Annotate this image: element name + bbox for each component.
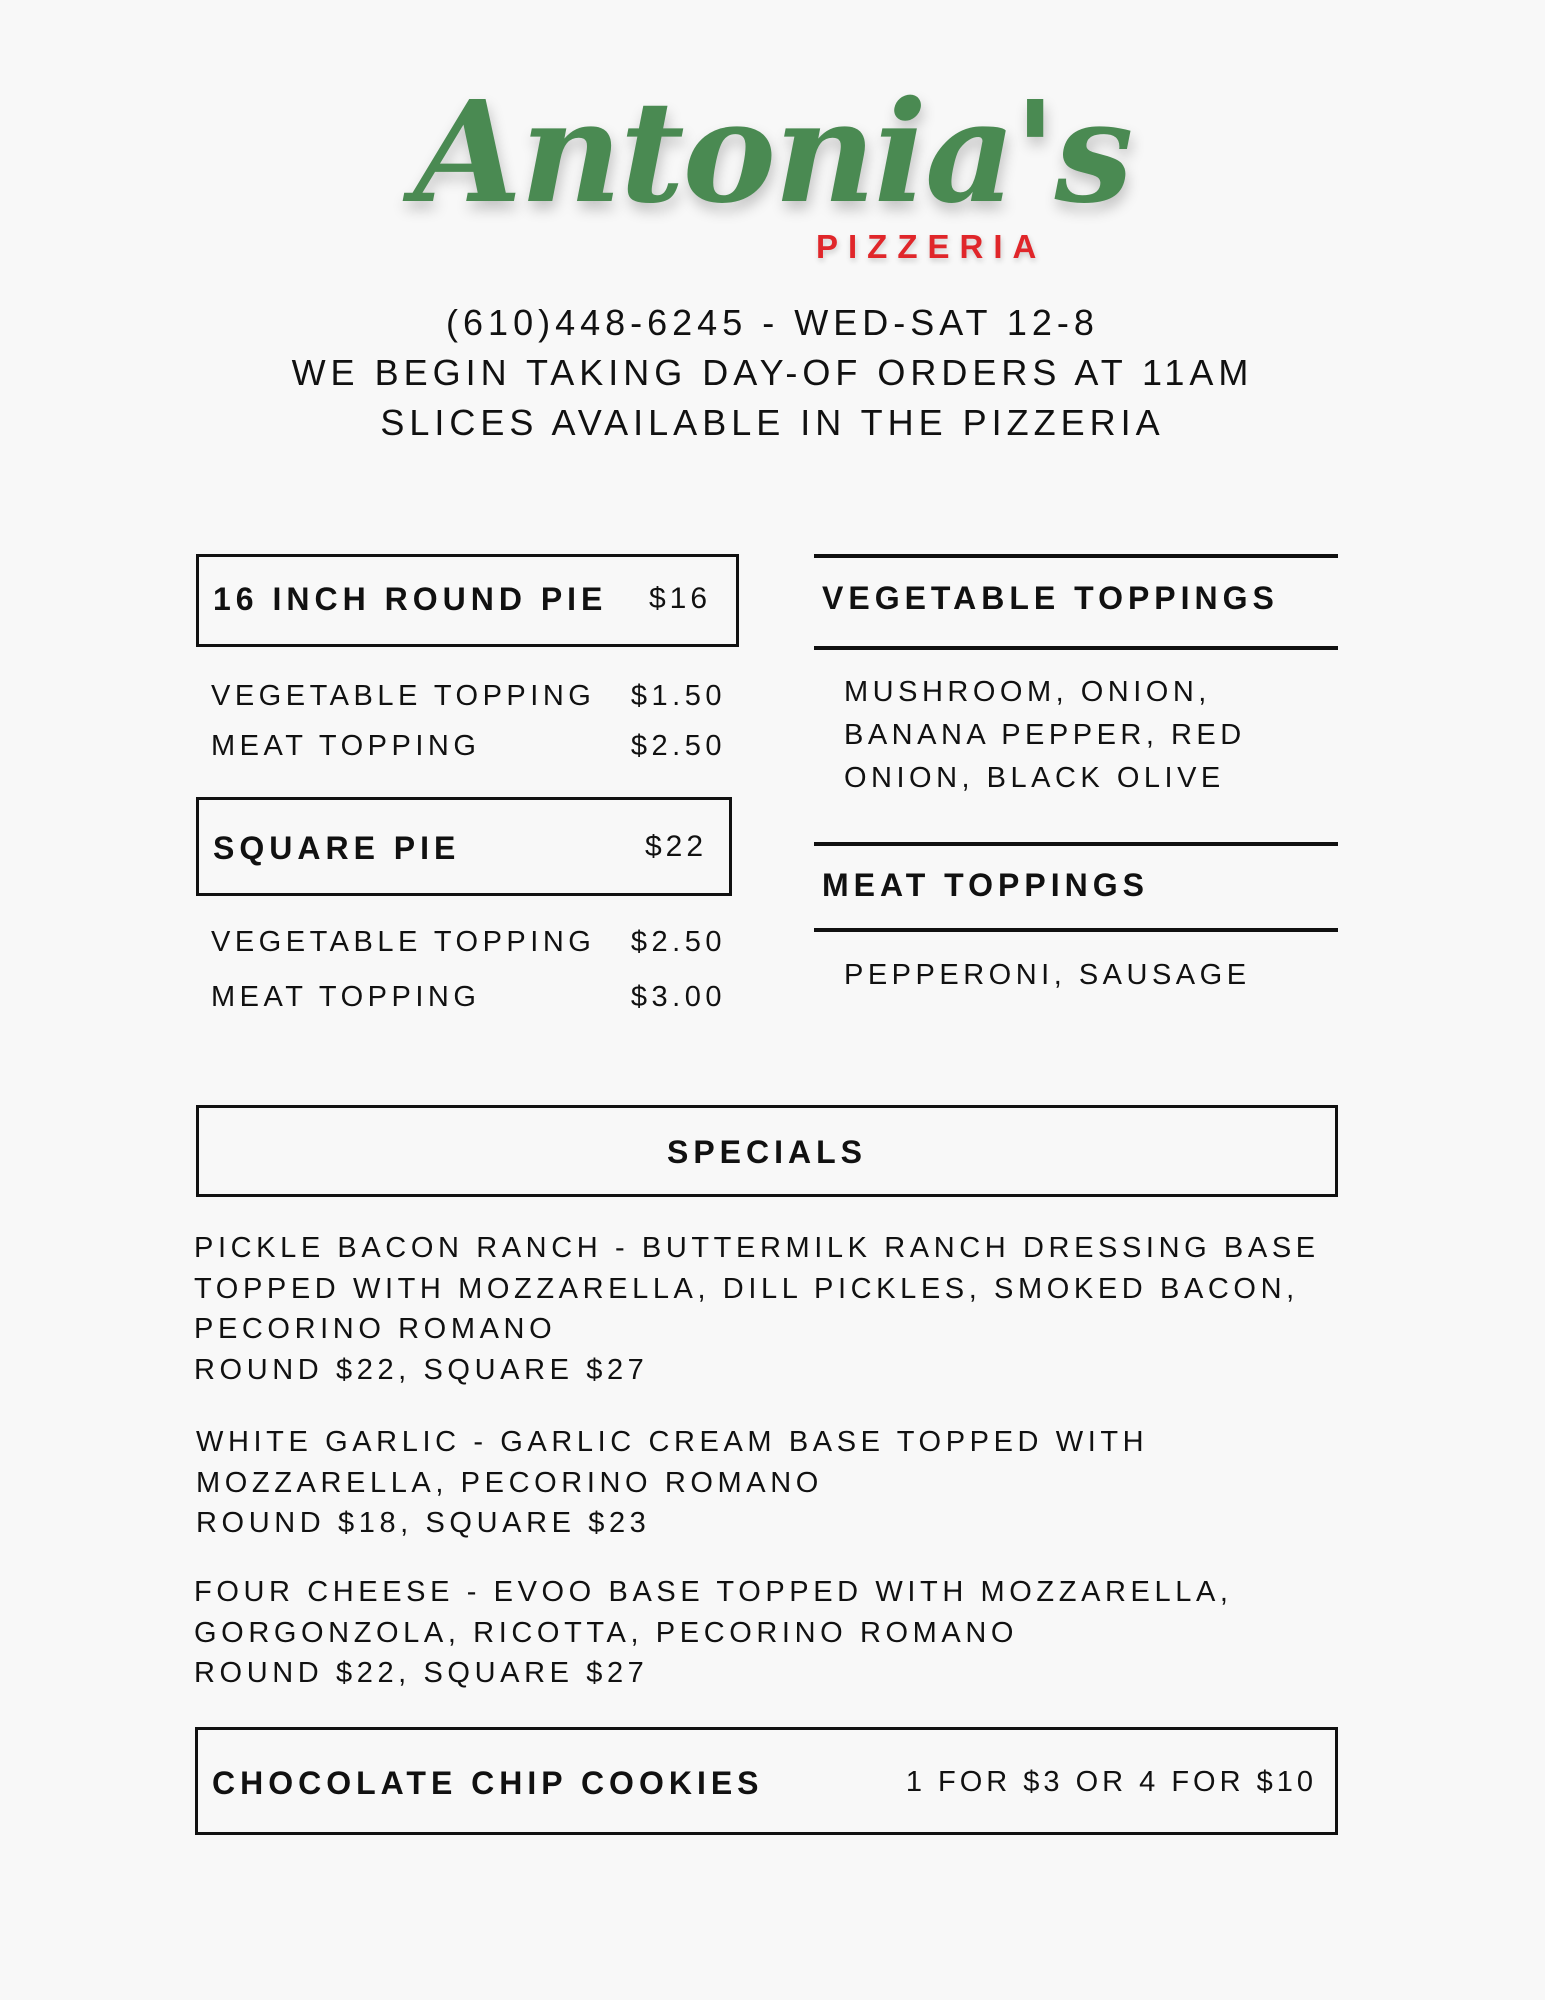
round-meat-topping-price: $2.50 — [630, 730, 726, 762]
veg-toppings-title: VEGETABLE TOPPINGS — [822, 580, 1279, 616]
round-pie-box — [196, 554, 739, 647]
meat-toppings-list — [844, 954, 1251, 997]
special-line: MOZZARELLA, PECORINO ROMANO — [196, 1466, 823, 1499]
meat-toppings-top-rule — [814, 842, 1338, 846]
veg-toppings-line: MUSHROOM, ONION, — [844, 676, 1211, 708]
special-price-line: ROUND $18, SQUARE $23 — [196, 1507, 651, 1539]
special-line: GORGONZOLA, RICOTTA, PECORINO ROMANO — [194, 1616, 1019, 1649]
veg-toppings-line: BANANA PEPPER, RED — [844, 719, 1246, 751]
meat-toppings-line: PEPPERONI, SAUSAGE — [844, 959, 1251, 991]
square-veg-topping-price: $2.50 — [630, 926, 726, 958]
logo-wordmark: Antonia's — [413, 71, 1132, 235]
square-pie-box — [196, 797, 732, 896]
cookies-price: 1 FOR $3 OR 4 FOR $10 — [905, 1766, 1317, 1798]
specials-box — [196, 1105, 1338, 1197]
cookies-box — [195, 1727, 1338, 1835]
special-price-line: ROUND $22, SQUARE $27 — [194, 1657, 649, 1689]
square-meat-topping-price: $3.00 — [630, 981, 726, 1013]
round-pie-price: $16 — [649, 582, 712, 615]
veg-toppings-bottom-rule — [814, 646, 1338, 650]
round-veg-topping-price: $1.50 — [630, 680, 726, 712]
slices-info-line: SLICES AVAILABLE IN THE PIZZERIA — [380, 402, 1165, 443]
special-item-white-garlic — [196, 1422, 1148, 1544]
specials-title: SPECIALS — [666, 1134, 868, 1170]
cookies-title: CHOCOLATE CHIP COOKIES — [212, 1765, 764, 1801]
special-line: TOPPED WITH MOZZARELLA, DILL PICKLES, SMOKED BACON, — [194, 1272, 1299, 1305]
meat-toppings-bottom-rule — [814, 928, 1338, 932]
square-meat-topping-label: MEAT TOPPING — [211, 981, 481, 1013]
veg-toppings-line: ONION, BLACK OLIVE — [844, 762, 1225, 794]
special-line: WHITE GARLIC - GARLIC CREAM BASE TOPPED WITH — [196, 1426, 1149, 1458]
round-veg-topping-label: VEGETABLE TOPPING — [211, 680, 596, 712]
special-line: PECORINO ROMANO — [194, 1313, 557, 1345]
special-item-four-cheese — [194, 1572, 1233, 1694]
veg-toppings-top-rule — [814, 554, 1338, 558]
round-pie-title: 16 INCH ROUND PIE — [213, 581, 608, 617]
contact-hours-line: (610)448-6245 - WED-SAT 12-8 — [446, 302, 1099, 343]
special-line: PICKLE BACON RANCH - BUTTERMILK RANCH DRESSING BASE — [194, 1232, 1320, 1264]
logo-subtitle: PIZZERIA — [816, 228, 1047, 265]
square-pie-price: $22 — [645, 830, 708, 863]
square-veg-topping-label: VEGETABLE TOPPING — [211, 926, 596, 958]
square-pie-title: SQUARE PIE — [213, 830, 461, 866]
veg-toppings-list — [844, 671, 1246, 800]
special-item-pickle-bacon-ranch — [194, 1228, 1320, 1390]
meat-toppings-title: MEAT TOPPINGS — [822, 867, 1149, 903]
round-meat-topping-label: MEAT TOPPING — [211, 730, 481, 762]
special-line: FOUR CHEESE - EVOO BASE TOPPED WITH MOZZARELLA, — [194, 1576, 1233, 1608]
special-price-line: ROUND $22, SQUARE $27 — [194, 1353, 649, 1386]
ordering-info-line: WE BEGIN TAKING DAY-OF ORDERS AT 11AM — [291, 352, 1254, 393]
